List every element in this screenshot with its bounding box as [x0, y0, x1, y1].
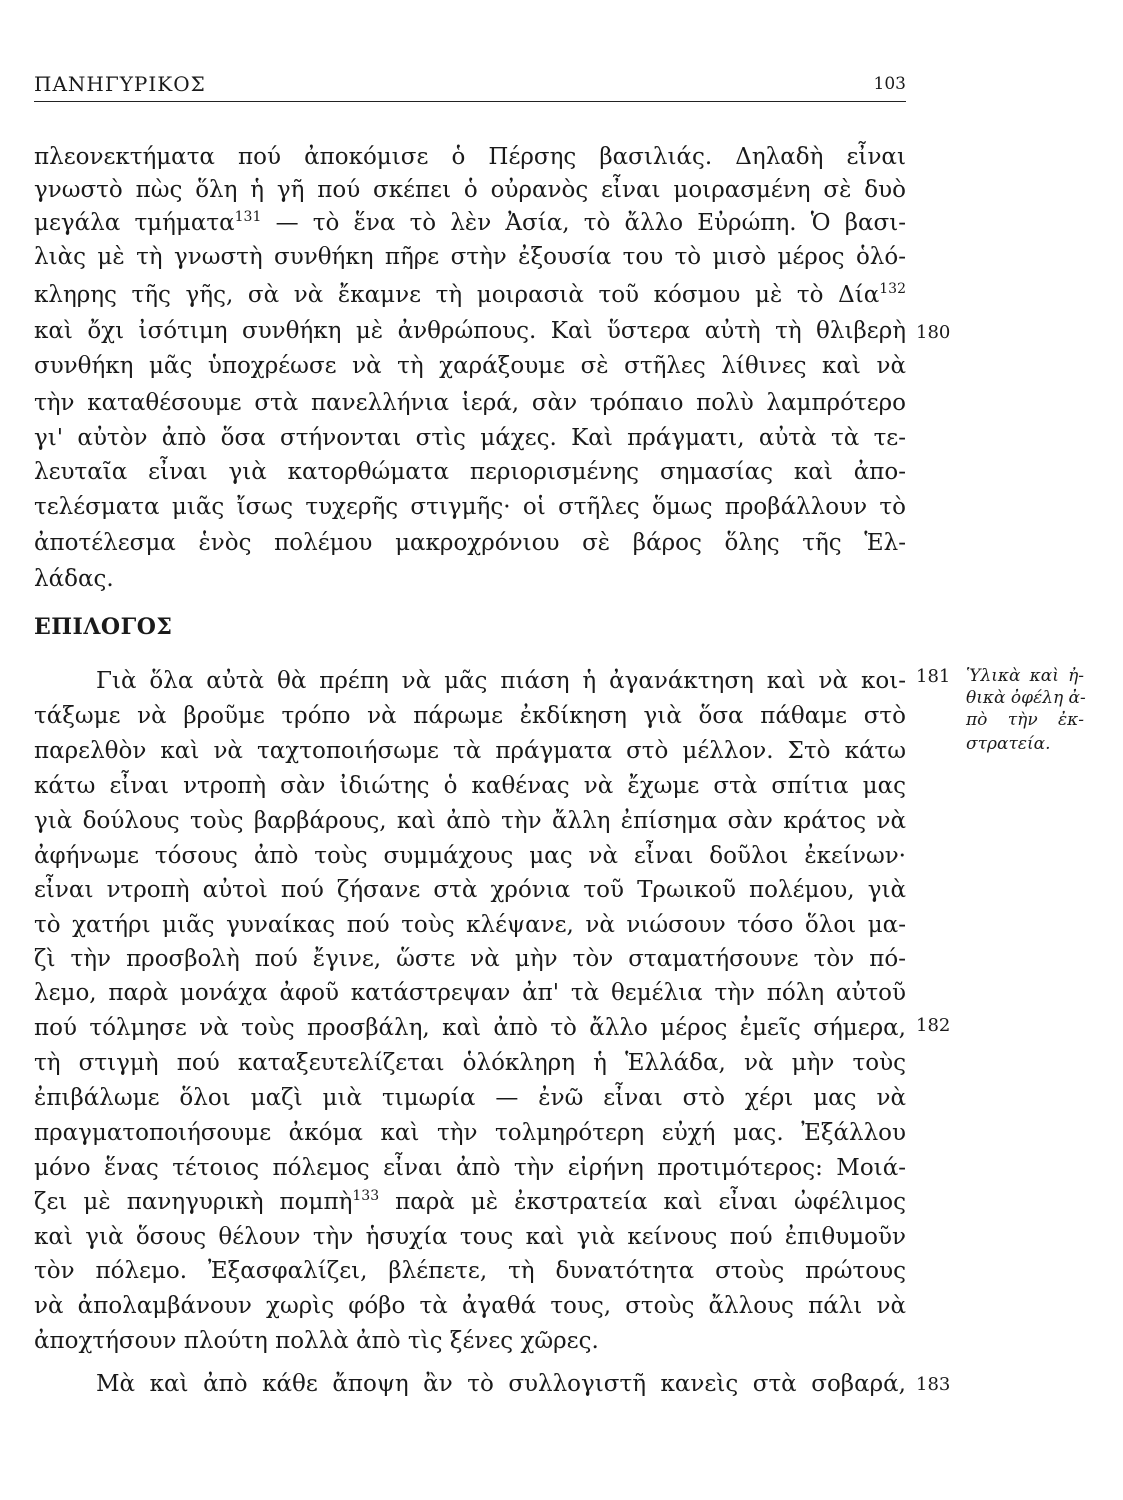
- text-line: τὴν καταθέσουμε στὰ πανελλήνια ἱερά, σὰν τρόπαιο πολὺ λαμπρότερο: [34, 390, 906, 416]
- running-header: [34, 72, 906, 102]
- text-line: εἶναι ντροπὴ αὐτοὶ πού ζήσανε στὰ χρόνια τοῦ Τρωικοῦ πολέμου, γιὰ: [34, 877, 906, 903]
- text-line: [34, 282, 906, 310]
- text-line: [34, 1189, 906, 1217]
- text-line: γνωστὸ πὼς ὅλη ἡ γῆ πού σκέπει ὁ οὐρανὸς εἶναι μοιρασμένη σὲ δυὸ: [34, 177, 906, 203]
- text-line: τάξωμε νὰ βροῦμε τρόπο νὰ πάρωμε ἐκδίκηση γιὰ ὅσα πάθαμε στὸ: [34, 703, 906, 729]
- sidenote-line: στρατεία.: [966, 734, 1051, 754]
- text-line: κάτω εἶναι ντροπὴ σὰν ἰδιώτης ὁ καθένας νὰ ἔχωμε στὰ σπίτια μας: [34, 773, 906, 799]
- text-line: Μὰ καὶ ἀπὸ κάθε ἄποψη ἂν τὸ συλλογιστῆ κανεὶς στὰ σοβαρά,: [96, 1371, 906, 1397]
- text-line: μόνο ἕνας τέτοιος πόλεμος εἶναι ἀπὸ τὴν εἰρήνη προτιμότερος: Μοιά-: [34, 1155, 906, 1181]
- sidenote-line: θικὰ ὀφέλη ἀ-: [966, 688, 1086, 708]
- text-line: παρελθὸν καὶ νὰ ταχτοποιήσωμε τὰ πράγματα στὸ μέλλον. Στὸ κάτω: [34, 738, 906, 764]
- running-title: ΠΑΝΗΓΥΡΙΚΟΣ: [34, 72, 206, 96]
- text-line: τὴ στιγμὴ πού καταξευτελίζεται ὁλόκληρη ἡ Ἑλλάδα, νὰ μὴν τοὺς: [34, 1050, 906, 1076]
- text-fragment: — τὸ ἕνα τὸ λὲν Ἀσία, τὸ ἄλλο Εὐρώπη. Ὁ βασι-: [261, 210, 907, 236]
- text-line: γι' αὐτὸν ἀπὸ ὅσα στήνονται στὶς μάχες. Καὶ πράγματι, αὐτὰ τὰ τε-: [34, 425, 906, 451]
- text-line: λιὰς μὲ τὴ γνωστὴ συνθήκη πῆρε στὴν ἐξουσία του τὸ μισὸ μέρος ὁλό-: [34, 244, 906, 270]
- text-line: συνθήκη μᾶς ὑποχρέωσε νὰ τὴ χαράξουμε σὲ στῆλες λίθινες καὶ νὰ: [34, 353, 906, 379]
- text-line: [34, 210, 906, 238]
- section-heading: ΕΠΙΛΟΓΟΣ: [34, 614, 173, 640]
- text-line: τὸν πόλεμο. Ἐξασφαλίζει, βλέπετε, τὴ δυνατότητα στοὺς πρώτους: [34, 1258, 906, 1284]
- text-line: καὶ γιὰ ὅσους θέλουν τὴν ἡσυχία τους καὶ γιὰ κείνους πού ἐπιθυμοῦν: [34, 1224, 906, 1250]
- text-line: ἐπιβάλωμε ὅλοι μαζὶ μιὰ τιμωρία — ἐνῶ εἶναι στὸ χέρι μας νὰ: [34, 1085, 906, 1111]
- margin-section-number: 183: [916, 1374, 951, 1395]
- sidenote-line: πὸ τὴν ἐκ-: [966, 710, 1084, 730]
- text-line: ἀφήνωμε τόσους ἀπὸ τοὺς συμμάχους μας νὰ εἶναι δοῦλοι ἐκείνων·: [34, 843, 906, 869]
- margin-section-number: 180: [916, 322, 951, 343]
- text-line: νὰ ἀπολαμβάνουν χωρὶς φόβο τὰ ἀγαθά τους, στοὺς ἄλλους πάλι νὰ: [34, 1293, 906, 1319]
- text-fragment: παρὰ μὲ ἐκστρατεία καὶ εἶναι ὠφέλιμος: [379, 1189, 906, 1215]
- margin-section-number: 182: [916, 1015, 951, 1036]
- text-line: λευταῖα εἶναι γιὰ κατορθώματα περιορισμένης σημασίας καὶ ἀπο-: [34, 459, 906, 485]
- footnote-ref: 131: [234, 209, 262, 225]
- text-line: ἀποτέλεσμα ἑνὸς πολέμου μακροχρόνιου σὲ βάρος ὅλης τῆς Ἑλ-: [34, 530, 906, 556]
- text-line: ζὶ τὴν προσβολὴ πού ἔγινε, ὥστε νὰ μὴν τὸν σταματήσουνε τὸν πό-: [34, 946, 906, 972]
- page-number: 103: [873, 74, 906, 94]
- text-line: ἀποχτήσουν πλούτη πολλὰ ἀπὸ τὶς ξένες χῶρες.: [34, 1328, 599, 1354]
- text-line: γιὰ δούλους τοὺς βαρβάρους, καὶ ἀπὸ τὴν ἄλλη ἐπίσημα σὰν κράτος νὰ: [34, 808, 906, 834]
- footnote-ref: 132: [879, 281, 906, 297]
- sidenote-line: Ὑλικὰ καὶ ἠ-: [966, 666, 1084, 686]
- text-fragment: ζει μὲ πανηγυρικὴ πομπὴ: [34, 1189, 353, 1215]
- text-fragment: μεγάλα τμήματα: [34, 210, 235, 236]
- text-line: λεμο, παρὰ μονάχα ἀφοῦ κατάστρεψαν ἀπ' τὰ θεμέλια τὴν πόλη αὐτοῦ: [34, 980, 906, 1006]
- text-line: καὶ ὄχι ἰσότιμη συνθήκη μὲ ἀνθρώπους. Καὶ ὕστερα αὐτὴ τὴ θλιβερὴ: [34, 318, 906, 344]
- text-line: πού τόλμησε νὰ τοὺς προσβάλη, καὶ ἀπὸ τὸ ἄλλο μέρος ἐμεῖς σήμερα,: [34, 1015, 906, 1041]
- text-line: λάδας.: [34, 566, 114, 592]
- text-line: τὸ χατήρι μιᾶς γυναίκας πού τοὺς κλέψανε, νὰ νιώσουν τόσο ὅλοι μα-: [34, 912, 906, 938]
- text-line: πλεονεκτήματα πού ἀποκόμισε ὁ Πέρσης βασιλιάς. Δηλαδὴ εἶναι: [34, 144, 906, 170]
- text-fragment: κληρης τῆς γῆς, σὰ νὰ ἔκαμνε τὴ μοιρασιὰ τοῦ κόσμου μὲ τὸ Δία: [34, 282, 880, 308]
- text-line: πραγματοποιήσουμε ἀκόμα καὶ τὴν τολμηρότερη εὐχή μας. Ἐξάλλου: [34, 1120, 906, 1146]
- margin-section-number: 181: [916, 666, 951, 687]
- text-line: Γιὰ ὅλα αὐτὰ θὰ πρέπη νὰ μᾶς πιάση ἡ ἀγανάκτηση καὶ νὰ κοι-: [96, 668, 906, 694]
- footnote-ref: 133: [352, 1188, 380, 1204]
- header-rule: [34, 101, 906, 102]
- text-line: τελέσματα μιᾶς ἴσως τυχερῆς στιγμῆς· οἱ στῆλες ὅμως προβάλλουν τὸ: [34, 494, 906, 520]
